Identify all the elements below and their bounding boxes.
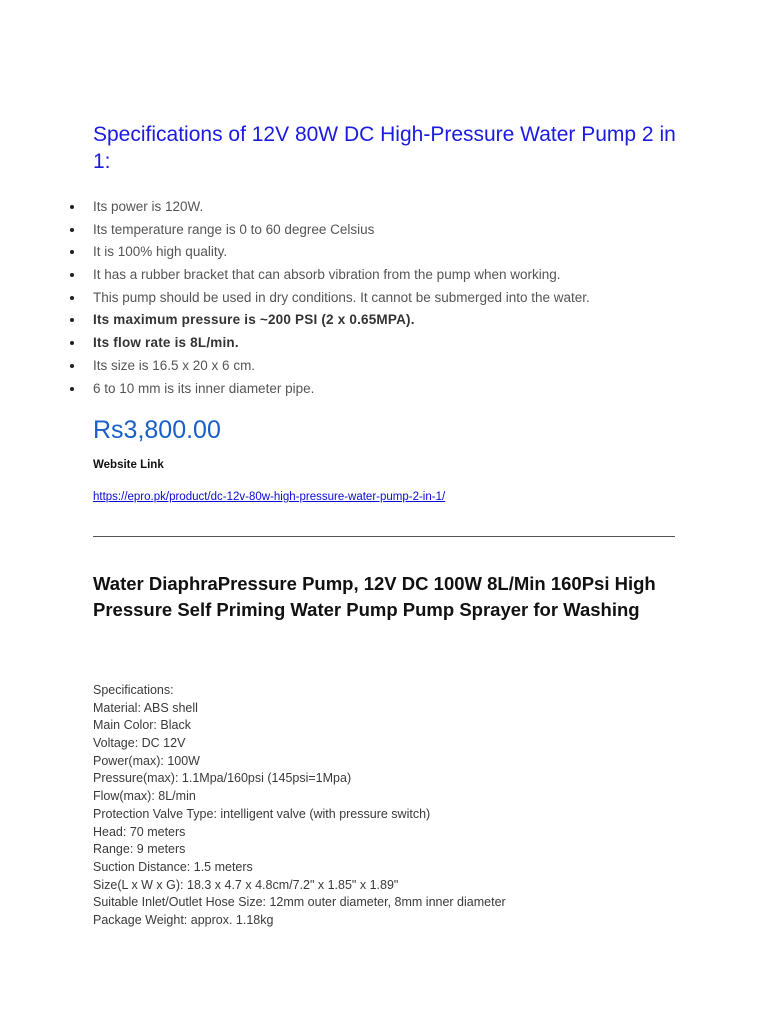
bullet-icon — [70, 273, 74, 277]
spec-line: Suction Distance: 1.5 meters — [93, 859, 253, 874]
list-item — [69, 380, 679, 403]
bullet-icon — [70, 205, 74, 209]
spec-line: Protection Valve Type: intelligent valve (with pressure switch) — [93, 806, 431, 821]
spec-line: Voltage: DC 12V — [93, 736, 186, 751]
horizontal-divider — [93, 536, 675, 537]
list-item — [69, 243, 679, 266]
list-item-text: Its power is 120W. — [93, 199, 204, 214]
list-item — [69, 357, 679, 380]
list-item — [69, 221, 679, 244]
spec-line: Power(max): 100W — [93, 753, 200, 768]
spec-line: Pressure(max): 1.1Mpa/160psi (145psi=1Mpa) — [93, 771, 352, 786]
list-item-text: Its flow rate is 8L/min. — [93, 335, 239, 351]
list-item-text: 6 to 10 mm is its inner diameter pipe. — [93, 380, 315, 396]
spec-line: Range: 9 meters — [93, 842, 186, 857]
website-link-label: Website Link — [93, 459, 164, 471]
list-item-text: Its maximum pressure is ~200 PSI (2 x 0.65MPA). — [93, 312, 415, 328]
list-item-text: Its size is 16.5 x 20 x 6 cm. — [93, 357, 256, 373]
spec-line: Size(L x W x G): 18.3 x 4.7 x 4.8cm/7.2" x 1.85" x 1.89" — [93, 877, 399, 892]
specifications-list — [93, 682, 506, 930]
bullet-icon — [70, 228, 74, 232]
bullet-icon — [70, 250, 74, 254]
price: Rs3,800.00 — [93, 416, 221, 444]
list-item — [69, 311, 679, 334]
bullet-icon — [70, 364, 74, 368]
list-item-text: This pump should be used in dry conditions. It cannot be submerged into the water. — [93, 289, 590, 305]
spec-line: Package Weight: approx. 1.18kg — [93, 912, 274, 927]
list-item-text: Its temperature range is 0 to 60 degree Celsius — [93, 221, 375, 237]
spec-line: Material: ABS shell — [93, 700, 198, 715]
list-item — [69, 266, 679, 289]
spec-line: Flow(max): 8L/min — [93, 789, 196, 804]
spec-line: Main Color: Black — [93, 718, 191, 733]
spec-line: Specifications: — [93, 683, 174, 697]
list-item-text: It is 100% high quality. — [93, 244, 228, 260]
website-link[interactable]: https://epro.pk/product/dc-12v-80w-high-pressure-water-pump-2-in-1/ — [93, 491, 446, 503]
section-title: Specifications of 12V 80W DC High-Pressure Water Pump 2 in 1: — [93, 123, 676, 173]
bullet-icon — [70, 296, 74, 300]
bullet-icon — [70, 387, 74, 391]
feature-list — [69, 198, 679, 402]
list-item — [69, 334, 679, 357]
bullet-icon — [70, 341, 74, 345]
list-item — [69, 198, 679, 221]
list-item-text: It has a rubber bracket that can absorb vibration from the pump when working. — [93, 267, 561, 283]
list-item — [69, 289, 679, 312]
product-heading: Water DiaphraPressure Pump, 12V DC 100W 8L/Min 160Psi High Pressure Self Priming Water Pump Pump Sprayer for Washing — [93, 573, 656, 620]
spec-line: Suitable Inlet/Outlet Hose Size: 12mm outer diameter, 8mm inner diameter — [93, 895, 506, 910]
bullet-icon — [70, 318, 74, 322]
spec-line: Head: 70 meters — [93, 824, 186, 839]
